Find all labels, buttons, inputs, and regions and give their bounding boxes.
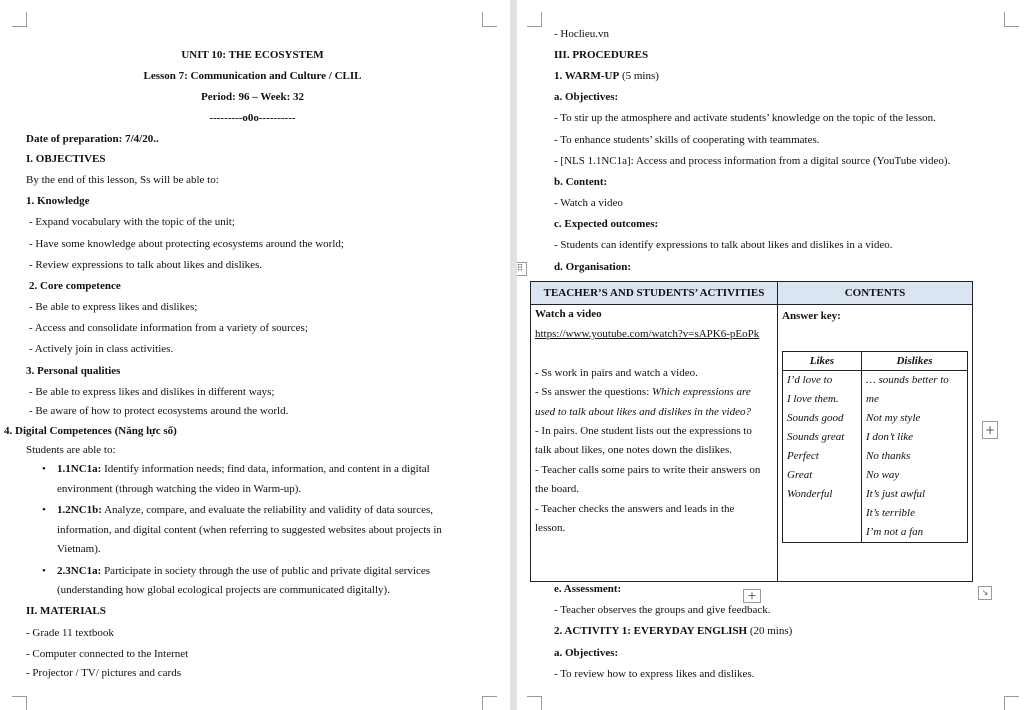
contents-cell[interactable] (778, 305, 973, 582)
activity1-objectives-label: a. Objectives: (554, 647, 619, 659)
activity-step: - In pairs. One student lists out the expressions to (535, 425, 752, 437)
bullet-icon: • (42, 504, 46, 516)
dislike-item: Not my style (866, 412, 921, 424)
outcomes-text: - Students can identify expressions to talk about likes and dislikes in a video. (554, 239, 893, 251)
digital-item: 1.2NC1b: Analyze, compare, and evaluate the reliability and validity of data sources, (57, 504, 434, 516)
content-label: b. Content: (554, 176, 608, 188)
activity1-heading: 2. ACTIVITY 1: EVERYDAY ENGLISH (20 mins) (554, 625, 793, 637)
contents-column-header: CONTENTS (778, 282, 973, 305)
add-column-icon[interactable]: + (982, 421, 998, 439)
crop-mark (1004, 12, 1019, 27)
lesson-title: Lesson 7: Communication and Culture / CLIL (143, 70, 362, 82)
activity-step: - Ss work in pairs and watch a video. (535, 367, 698, 379)
digital-intro: Students are able to: (26, 444, 116, 456)
answer-key-table (782, 351, 968, 543)
like-item: Sounds good (787, 412, 844, 424)
crop-mark (12, 12, 27, 27)
digital-item: 2.3NC1a: Participate in society through the use of public and private digital services (57, 565, 430, 577)
activity-title: Watch a video (535, 308, 602, 320)
objective-item: - To stir up the atmosphere and activate students’ knowledge on the topic of the lesson. (554, 112, 936, 124)
digital-item-cont: environment (through watching the video in Warm-up). (57, 483, 302, 495)
activities-table[interactable] (530, 281, 973, 582)
digital-competences-heading: 4. Digital Competences (Năng lực số) (4, 425, 177, 437)
objectives-label: a. Objectives: (554, 91, 619, 103)
assessment-text: - Teacher observes the groups and give feedback. (554, 604, 771, 616)
bullet-icon: • (42, 463, 46, 475)
activity-step: used to talk about likes and dislikes in the video? (535, 406, 751, 418)
dislike-item: me (866, 393, 879, 405)
like-item: Great (787, 469, 813, 481)
likes-header: Likes (783, 352, 862, 371)
objectives-intro: By the end of this lesson, Ss will be able to: (26, 174, 219, 186)
materials-heading: II. MATERIALS (26, 605, 106, 617)
digital-item-cont: Vietnam). (57, 543, 101, 555)
dislike-item: It’s terrible (866, 507, 915, 519)
knowledge-item: - Review expressions to talk about likes and dislikes. (29, 259, 263, 271)
crop-mark (12, 696, 27, 710)
like-item: I love them. (787, 393, 839, 405)
activities-cell[interactable] (531, 305, 778, 582)
knowledge-item: - Have some knowledge about protecting ecosystems around the world; (29, 238, 344, 250)
crop-mark (482, 696, 497, 710)
knowledge-heading: 1. Knowledge (26, 195, 90, 207)
material-item: - Computer connected to the Internet (26, 648, 189, 660)
digital-item-cont: information, and digital content (when referring to suggested websites about projects in (57, 524, 442, 536)
separator: ---------o0o---------- (209, 112, 296, 124)
page-right[interactable] (517, 0, 1036, 710)
personal-qualities-heading: 3. Personal qualities (26, 365, 121, 377)
crop-mark (527, 696, 542, 710)
answer-key-label: Answer key: (782, 310, 841, 322)
period-week: Period: 96 – Week: 32 (200, 91, 305, 103)
personal-item: - Be aware of how to protect ecosystems around the world. (29, 405, 289, 417)
dislike-item: I’m not a fan (866, 526, 924, 538)
date-of-preparation: Date of preparation: 7/4/20.. (26, 133, 159, 145)
like-item: I’d love to (787, 374, 833, 386)
activity-step: - Ss answer the questions: Which expressions are (535, 386, 751, 398)
dislike-item: I don’t like (866, 431, 914, 443)
dislike-item: It’s just awful (866, 488, 926, 500)
unit-title: UNIT 10: THE ECOSYSTEM (181, 49, 324, 61)
material-item: - Projector / TV/ pictures and cards (26, 667, 181, 679)
content-text: - Watch a video (554, 197, 623, 209)
knowledge-item: - Expand vocabulary with the topic of the unit; (29, 216, 235, 228)
core-item: - Actively join in class activities. (29, 343, 174, 355)
page-gap (510, 0, 517, 710)
outcomes-label: c. Expected outcomes: (554, 218, 659, 230)
core-item: - Be able to express likes and dislikes; (29, 301, 198, 313)
personal-item: - Be able to express likes and dislikes in different ways; (29, 386, 275, 398)
dislike-item: No way (866, 469, 900, 481)
hoclieu-line: - Hoclieu.vn (554, 28, 609, 40)
warmup-heading: 1. WARM-UP (5 mins) (554, 70, 659, 82)
resize-handle-icon[interactable]: ↘ (978, 586, 992, 600)
dislike-item: No thanks (866, 450, 911, 462)
activity-step: - Teacher checks the answers and leads in the (535, 503, 735, 515)
like-item: Sounds great (787, 431, 845, 443)
dislike-item: … sounds better to (866, 374, 949, 386)
core-item: - Access and consolidate information from a variety of sources; (29, 322, 308, 334)
activity-step: - Teacher calls some pairs to write their answers on (535, 464, 761, 476)
crop-mark (1004, 696, 1019, 710)
activity-step: lesson. (535, 522, 566, 534)
digital-item: 1.1NC1a: Identify information needs; find data, information, and content in a digital (57, 463, 430, 475)
core-competence-heading: 2. Core competence (29, 280, 121, 292)
add-row-icon[interactable]: + (743, 589, 761, 603)
material-item: - Grade 11 textbook (26, 627, 114, 639)
digital-item-cont: (understanding how global ecological projects are communicated digitally). (57, 584, 390, 596)
objectives-heading: I. OBJECTIVES (26, 153, 106, 165)
activity-step: talk about likes, one notes down the dislikes. (535, 444, 733, 456)
objective-item: - To enhance students’ skills of cooperating with teammates. (554, 134, 820, 146)
procedures-heading: III. PROCEDURES (554, 49, 649, 61)
activities-column-header: TEACHER’S AND STUDENTS’ ACTIVITIES (531, 282, 778, 305)
assessment-label: e. Assessment: (554, 583, 622, 595)
organisation-label: d. Organisation: (554, 261, 632, 273)
video-link[interactable]: https://www.youtube.com/watch?v=sAPK6-pEoPk (535, 328, 760, 340)
likes-list (783, 371, 862, 543)
activity-step: the board. (535, 483, 579, 495)
dislikes-header: Dislikes (862, 352, 968, 371)
page-left[interactable] (0, 0, 510, 710)
crop-mark (527, 12, 542, 27)
bullet-icon: • (42, 565, 46, 577)
nls-objective: - [NLS 1.1NC1a]: Access and process information from a digital source (YouTube video). (554, 155, 951, 167)
like-item: Wonderful (787, 488, 833, 500)
crop-mark (482, 12, 497, 27)
like-item: Perfect (787, 450, 819, 462)
dislikes-list (862, 371, 968, 543)
activity1-objective-item: - To review how to express likes and dislikes. (554, 668, 755, 680)
move-handle-icon[interactable]: ⠿ (517, 262, 527, 276)
